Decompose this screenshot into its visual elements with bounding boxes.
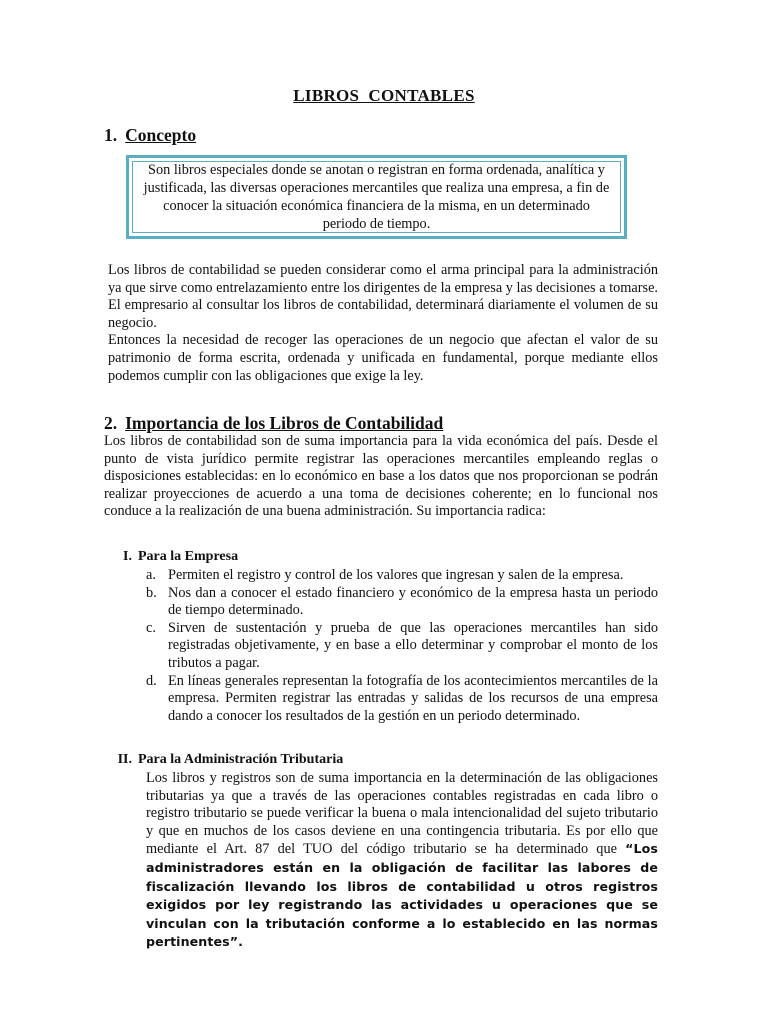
list-item-text: Permiten el registro y control de los valores que ingresan y salen de la empresa.	[168, 567, 624, 583]
subsection-2-title: Para la Administración Tributaria	[138, 752, 344, 767]
list-item	[146, 673, 658, 726]
list-item-marker: b.	[146, 584, 157, 601]
list-item-text: Sirven de sustentación y prueba de que las operaciones mercantiles han sido registradas objetivamente, y en base a ello determinar y comprobar el monto de los tributos a pagar.	[168, 619, 658, 671]
list-item-marker: c.	[146, 619, 156, 636]
section-1-paragraph-1: Los libros de contabilidad se pueden considerar como el arma principal para la administración ya que sirve como entrelazamiento entre los dirigentes de la empresa y las decisiones a tomarse. El empresario al consultar los libros de contabilidad, determinará diariamente el volumen de su negocio.	[108, 262, 658, 331]
section-2-intro-text: Los libros de contabilidad son de suma importancia para la vida económica del país. Desde el punto de vista jurídico permite registrar las operaciones mercantiles empleando reglas o disposiciones establecidas: en lo económico en base a los datos que nos proporcionan se podrán realizar proyecciones de acuerdo a una toma de decisiones coherente; en lo funcional nos conduce a la realización de una buena administración. Su importancia radica:	[104, 433, 658, 520]
section-2-number: 2.	[104, 413, 118, 433]
subsection-2-heading	[106, 752, 343, 768]
section-1-title: Concepto	[125, 125, 197, 145]
list-item-marker: a.	[146, 567, 156, 583]
section-1-paragraph-2: Entonces la necesidad de recoger las operaciones de un negocio que afectan el valor de su patrimonio de forma escrita, ordenada y unificada en fundamental, porque mediante ellos podemos cumplir con las obligaciones que exige la ley.	[108, 332, 658, 384]
section-1-number: 1.	[104, 125, 118, 145]
list-item-text: Nos dan a conocer el estado financiero y económico de la empresa hasta un periodo de tiempo determinado.	[168, 584, 658, 619]
subsection-2-body	[146, 770, 658, 952]
document-title: LIBROS CONTABLES	[293, 86, 475, 105]
section-1-body	[108, 262, 658, 385]
list-item	[146, 567, 658, 585]
section-2-intro	[104, 433, 658, 521]
subsection-2-number: II.	[117, 752, 132, 767]
concept-definition-box	[126, 155, 627, 239]
section-1-heading	[104, 125, 196, 146]
subsection-1-heading	[106, 549, 238, 565]
subsection-1-number: I.	[123, 549, 132, 564]
subsection-1-list	[146, 567, 658, 725]
list-item	[146, 620, 658, 673]
list-item	[146, 585, 658, 620]
list-item-text: En líneas generales representan la fotografía de los acontecimientos mercantiles de la empresa. Permiten registrar las entradas y salidas de los recursos de una empresa dando a conocer los resultados de la gestión en un periodo determinado.	[168, 672, 658, 724]
subsection-1-title: Para la Empresa	[138, 549, 239, 564]
section-2-title: Importancia de los Libros de Contabilidad	[125, 413, 444, 433]
tax-code-quote: “Los administradores están en la obligación de facilitar las labores de fiscalización llevando los libros de contabilidad u otros registros exigidos por ley registrando las actividades u operaciones que se vinculan con la tributación conforme a lo establecido en las normas pertinentes”.	[146, 841, 658, 950]
list-item-marker: d.	[146, 672, 157, 689]
section-2-heading	[104, 413, 443, 434]
subsection-2-text: Los libros y registros son de suma importancia en la determinación de las obligaciones tributarias ya que a través de las operaciones contables registradas en cada libro o registro tributario se puede verificar la buena o mala intencionalidad del sujeto tributario y que en muchos de los casos deviene en una contingencia tributaria. Es por ello que mediante el Art. 87 del TUO del código tributario se ha determinado que	[146, 770, 658, 858]
concept-definition-text: Son libros especiales donde se anotan o registran en forma ordenada, analítica y justificada, las diversas operaciones mercantiles que realiza una empresa, a fin de conocer la situación económica financiera de la misma, en un determinado periodo de tiempo.	[132, 161, 621, 233]
